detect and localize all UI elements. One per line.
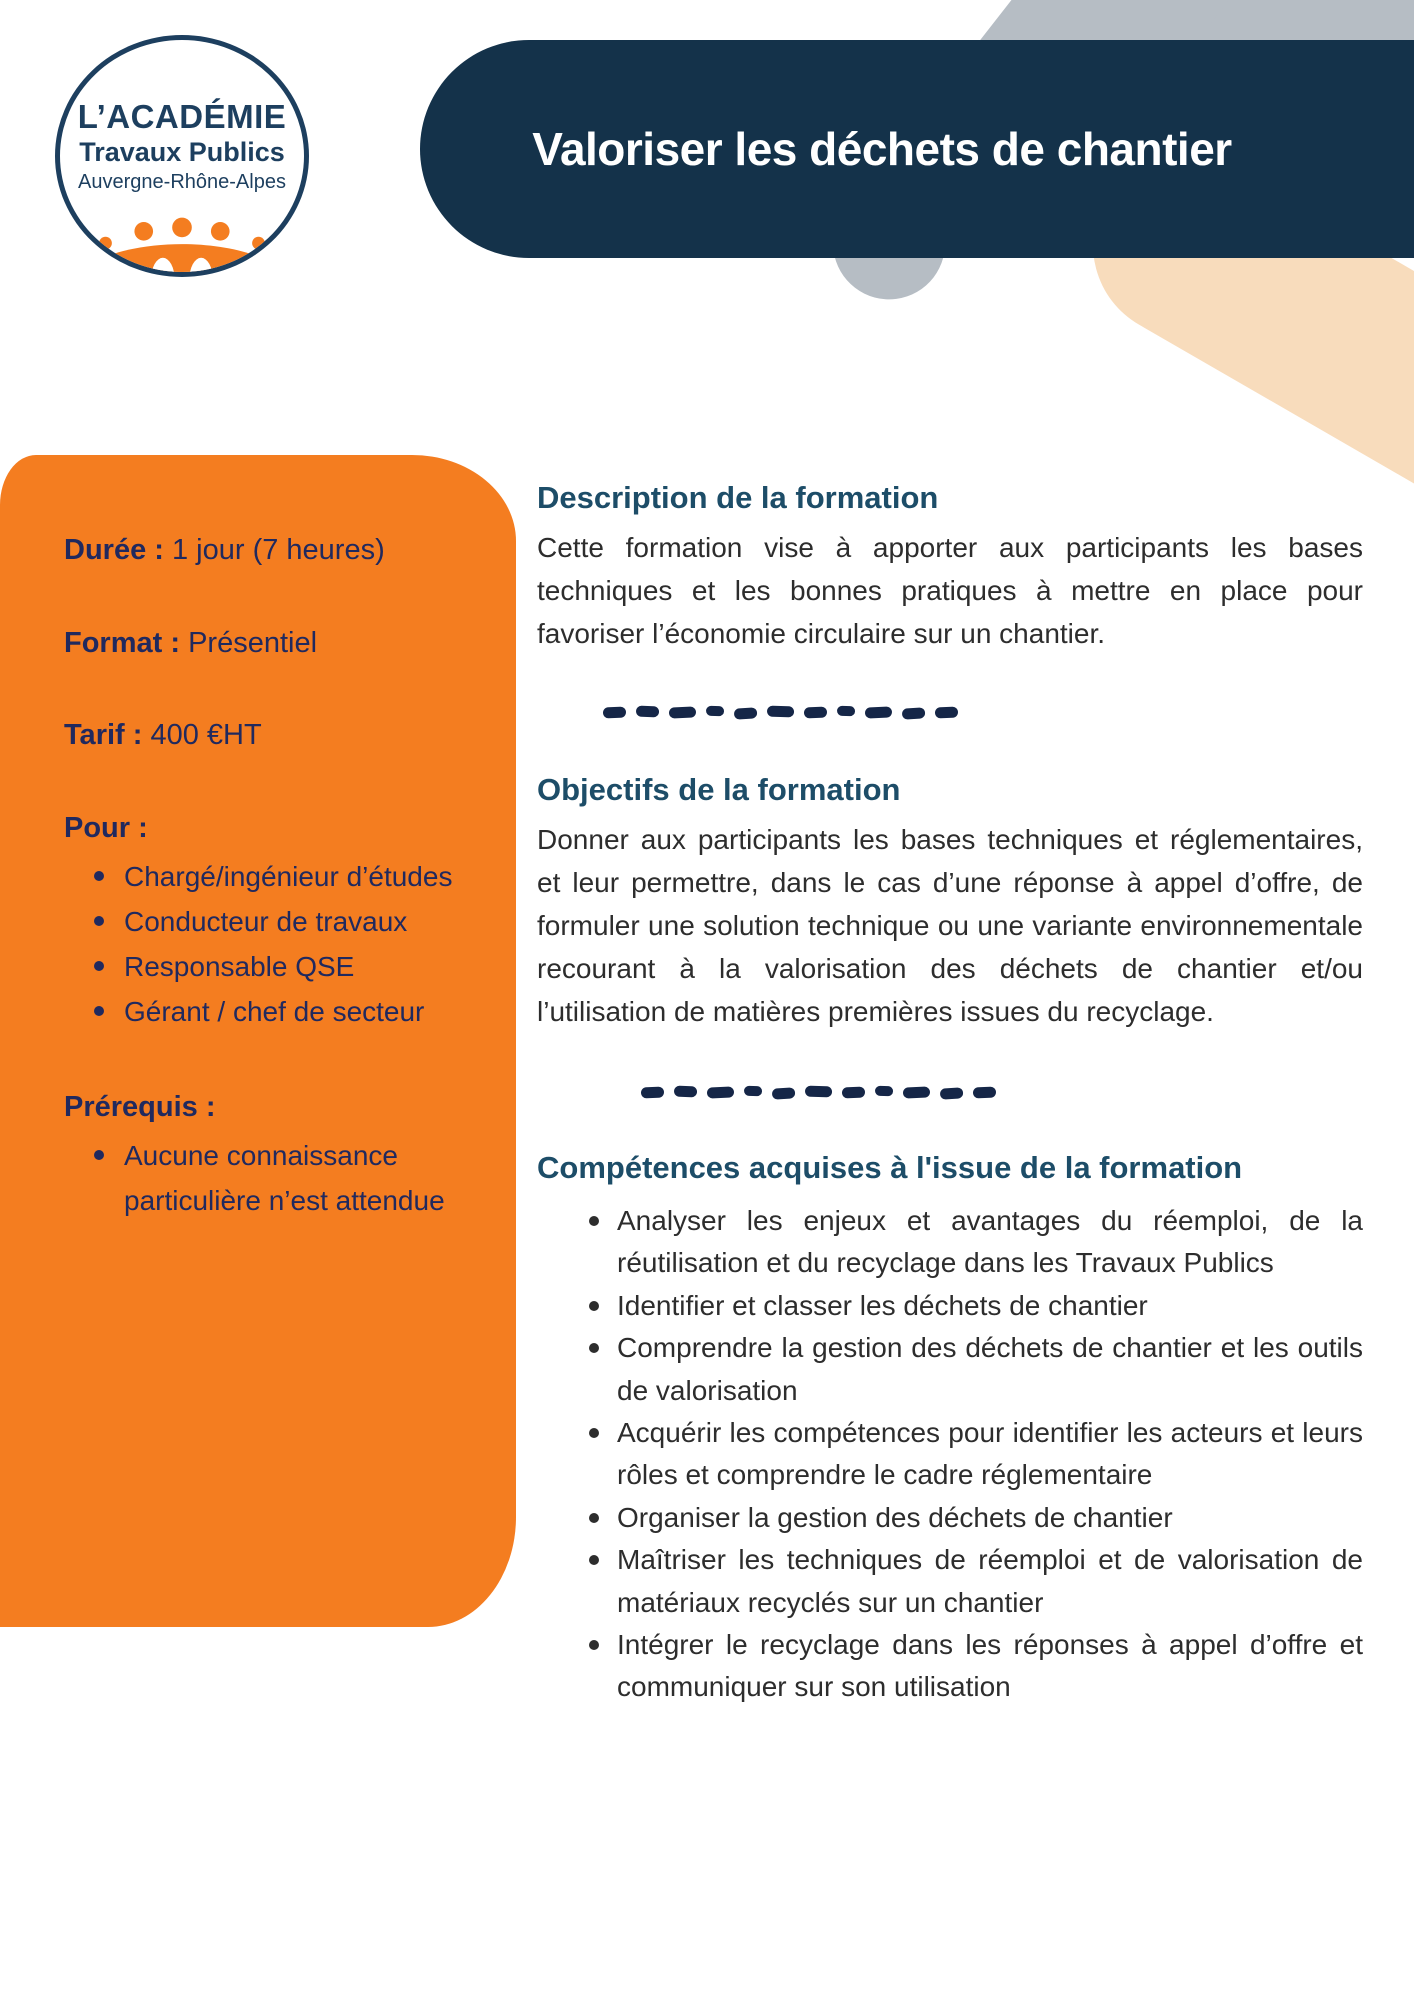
price-value: 400 €HT [150,719,262,751]
skills-heading: Compétences acquises à l'issue de la formation [537,1150,1243,1185]
list-item: Comprendre la gestion des déchets de chantier et les outils de valorisation [585,1327,1363,1412]
page-title: Valoriser les déchets de chantier [532,123,1232,175]
objectives-paragraph: Donner aux participants les bases techniques et réglementaires, et leur permettre, dans le cas d’une réponse à appel d’offre, de formuler une solution technique ou une variante environnementale recourant à la valorisation des déchets de chantier et/ou l’utilisation de matières premières issues du recyclage. [537,824,1363,1027]
list-item: Chargé/ingénieur d’études [92,854,486,899]
academy-logo [55,35,309,277]
format-value: Présentiel [188,627,318,659]
dash [669,706,696,718]
format-label: Format : [64,627,180,659]
audience-block [64,808,486,1034]
list-item: Maîtriser les techniques de réemploi et de valorisation de matériaux recyclés sur un chantier [585,1539,1363,1624]
description-heading: Description de la formation [537,480,939,515]
dash [804,706,827,718]
price-label: Tarif : [64,719,143,751]
dash [706,706,724,717]
duration-value: 1 jour (7 heures) [171,534,385,566]
duration-row [64,530,486,570]
dashed-divider [641,1085,1006,1099]
duration-label: Durée : [64,534,164,566]
dash [973,1086,996,1098]
dash [674,1085,697,1097]
dash [865,706,892,718]
list-item: Conducteur de travaux [92,899,486,944]
dash [636,705,659,717]
dash [767,705,794,717]
dash [903,1086,930,1098]
course-info-panel [0,455,516,1627]
dash [805,1085,832,1097]
list-item: Gérant / chef de secteur [92,989,486,1034]
dash [935,706,958,718]
audience-label: Pour : [64,812,148,844]
dash [707,1086,734,1098]
description-paragraph: Cette formation vise à apporter aux participants les bases techniques et les bonnes pratiques à mettre en place pour favoriser l’économie circulaire sur un chantier. [537,532,1363,649]
list-item: Acquérir les compétences pour identifier les acteurs et leurs rôles et comprendre le cadre réglementaire [585,1412,1363,1497]
dash [744,1086,762,1097]
list-item: Analyser les enjeux et avantages du réemploi, de la réutilisation et du recyclage dans les Travaux Publics [585,1200,1363,1285]
dash [772,1087,796,1100]
dash [603,706,626,718]
dash [734,707,758,720]
list-item: Organiser la gestion des déchets de chantier [585,1497,1363,1539]
logo-region: Auvergne-Rhône-Alpes [78,171,286,193]
skills-list [585,1200,1363,1709]
dash [875,1086,893,1097]
list-item: Identifier et classer les déchets de chantier [585,1285,1363,1327]
logo-name: L’ACADÉMIE [77,98,287,135]
list-item: Intégrer le recyclage dans les réponses à appel d’offre et communiquer sur son utilisation [585,1624,1363,1709]
dash [902,707,926,720]
price-row [64,715,486,755]
dash [641,1086,664,1098]
title-banner [420,40,1414,258]
bridge-icon [79,216,285,277]
prerequisites-block [64,1087,486,1223]
objectives-heading: Objectifs de la formation [537,772,901,807]
prerequisites-list [64,1133,486,1223]
list-item: Responsable QSE [92,944,486,989]
prerequisites-label: Prérequis : [64,1091,216,1123]
audience-list [64,854,486,1034]
dashed-divider [603,705,968,719]
logo-subtitle: Travaux Publics [79,137,285,167]
list-item: Aucune connaissance particulière n’est attendue [92,1133,486,1223]
dash [842,1086,865,1098]
format-row [64,623,486,663]
dash [940,1087,964,1100]
dash [837,706,855,717]
